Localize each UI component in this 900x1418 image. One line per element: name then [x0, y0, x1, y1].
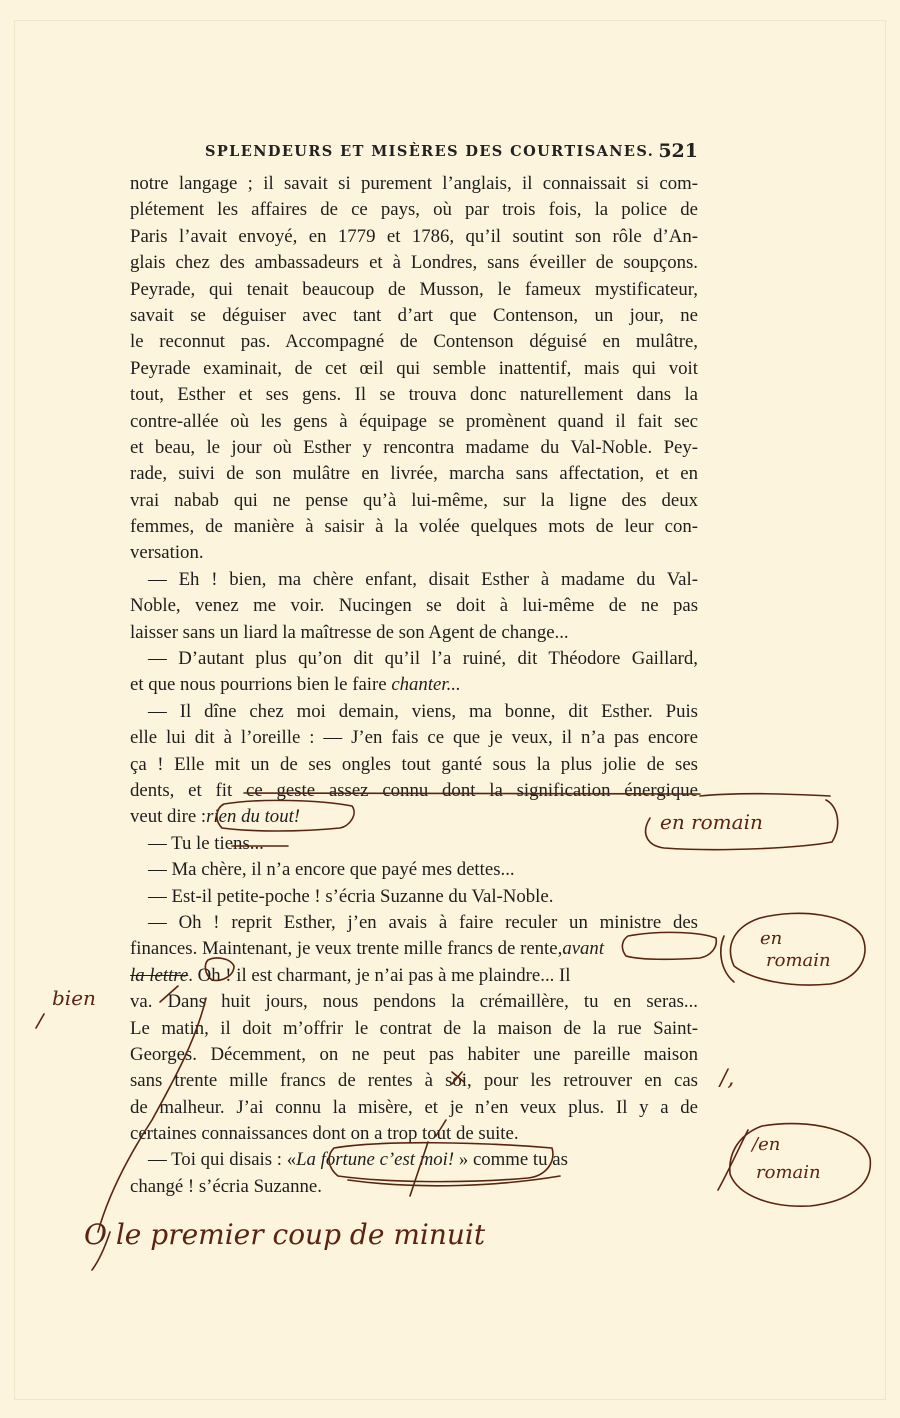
text-line: Paris l’avait envoyé, en 1779 et 1786, qu’il soutint son rôle d’An-: [130, 225, 698, 247]
margin-note-bien: bien: [52, 986, 96, 1010]
text-line: tout, Esther et ses gens. Il se trouva donc naturellement dans la: [130, 384, 698, 406]
text-line: Peyrade examinait, de cet œil qui semble inattentif, mais qui voit: [130, 357, 698, 379]
text-line: laisser sans un liard la maîtresse de son Agent de change...: [130, 621, 569, 643]
margin-note-en-romain-1: en romain: [660, 810, 763, 834]
text-line: [130, 1147, 698, 1173]
text-line: Georges. Décemment, on ne peut pas habiter une pareille maison: [130, 1043, 698, 1065]
text-line: — Est-il petite-poche ! s’écria Suzanne du Val-Noble.: [148, 885, 554, 907]
text-line: et beau, le jour où Esther y rencontra madame du Val-Noble. Pey-: [130, 436, 698, 458]
text-fragment: . Oh ! il est charmant, je n’ai pas à me plaindre... Il: [188, 964, 571, 986]
text-line: — Il dîne chez moi demain, viens, ma bonne, dit Esther. Puis: [148, 700, 698, 722]
page-number: 521: [658, 140, 698, 162]
text-line: Peyrade, qui tenait beaucoup de Musson, le fameux mystificateur,: [130, 278, 698, 300]
margin-note-en-2: en: [760, 928, 783, 949]
text-line: ça ! Elle mit un de ses ongles tout ganté sous la plus jolie de ses: [130, 753, 698, 775]
italic-avant: avant: [562, 938, 605, 960]
text-line: de malheur. J’ai connu la misère, et je n’en veux plus. Il y a de: [130, 1096, 698, 1118]
text-line: plétement les affaires de ce pays, où par trois fois, la police de: [130, 199, 698, 221]
close-quote: »: [458, 1149, 469, 1171]
text-line: glais chez des ambassadeurs et à Londres, sans éveiller de soupçons.: [130, 252, 698, 274]
text-line: [130, 804, 698, 830]
margin-note-romain-3: romain: [756, 1162, 821, 1183]
text-fragment: finances. Maintenant, je veux trente mille francs de rente,: [130, 938, 563, 960]
italic-la-fortune: La fortune c’est moi!: [296, 1149, 455, 1171]
open-quote: «: [286, 1149, 297, 1171]
margin-note-romain-2: romain: [766, 950, 831, 971]
text-line: — Ma chère, il n’a encore que payé mes dettes...: [148, 859, 515, 881]
text-line: vrai nabab qui ne pense qu’à lui-même, sur la ligne des deux: [130, 489, 698, 511]
text-line: — D’autant plus qu’on dit qu’il l’a ruiné, dit Théodore Gaillard,: [148, 648, 698, 670]
text-line: versation.: [130, 542, 204, 564]
text-line: — Eh ! bien, ma chère enfant, disait Esther à madame du Val-: [148, 568, 698, 590]
text-line: rade, suivi de son mulâtre en livrée, marcha sans affectation, et en: [130, 463, 698, 485]
text-line: Noble, venez me voir. Nucingen se doit à lui-même de ne pas: [130, 595, 698, 617]
text-line: dents, et fit ce geste assez connu dont la signification énergique: [130, 779, 698, 801]
text-line: femmes, de manière à saisir à la volée quelques mots de leur con-: [130, 516, 698, 538]
text-fragment: comme tu as: [472, 1149, 568, 1171]
running-title: SPLENDEURS ET MISÈRES DES COURTISANES.: [205, 143, 655, 160]
text-line: sans trente mille francs de rentes à soi, pour les retrouver en cas: [130, 1070, 698, 1092]
text-line: [130, 936, 698, 962]
text-line: certaines connaissances dont on a trop tout de suite.: [130, 1123, 519, 1145]
margin-note-slash-comma: /,: [720, 1066, 735, 1091]
text-line: changé ! s’écria Suzanne.: [130, 1175, 322, 1197]
text-line: elle lui dit à l’oreille : — J’en fais ce que je veux, il n’a pas encore: [130, 727, 698, 749]
italic-chanter: chanter...: [391, 674, 461, 696]
text-line: notre langage ; il savait si purement l’anglais, il connaissait si com-: [130, 173, 698, 194]
margin-note-en-3: /en: [752, 1134, 781, 1155]
text-line: — Oh ! reprit Esther, j’en avais à faire reculer un ministre des: [148, 911, 698, 933]
italic-la-lettre: la lettre: [130, 964, 189, 986]
italic-rien-du-tout: rien du tout!: [206, 806, 301, 828]
text-fragment: veut dire :: [130, 806, 207, 828]
text-line: le reconnut pas. Accompagné de Contenson déguisé en mulâtre,: [130, 331, 698, 353]
text-fragment: et que nous pourrions bien le faire: [130, 674, 387, 696]
text-line: Le matin, il doit m’offrir le contrat de la maison de la rue Saint-: [130, 1017, 698, 1039]
bottom-note: O le premier coup de minuit: [84, 1218, 486, 1251]
text-line: savait se déguiser avec tant d’art que Contenson, un jour, ne: [130, 304, 698, 326]
page-header: [130, 140, 698, 164]
text-line: [130, 672, 698, 698]
text-line: contre-allée où les gens à équipage se promènent quand il fait sec: [130, 410, 698, 432]
text-line: va. Dans huit jours, nous pendons la crémaillère, tu en seras...: [130, 991, 698, 1013]
text-fragment: — Toi qui disais :: [148, 1149, 282, 1171]
text-line: — Tu le tiens...: [148, 832, 264, 854]
text-line: [130, 963, 698, 989]
body-text: [130, 171, 698, 1200]
